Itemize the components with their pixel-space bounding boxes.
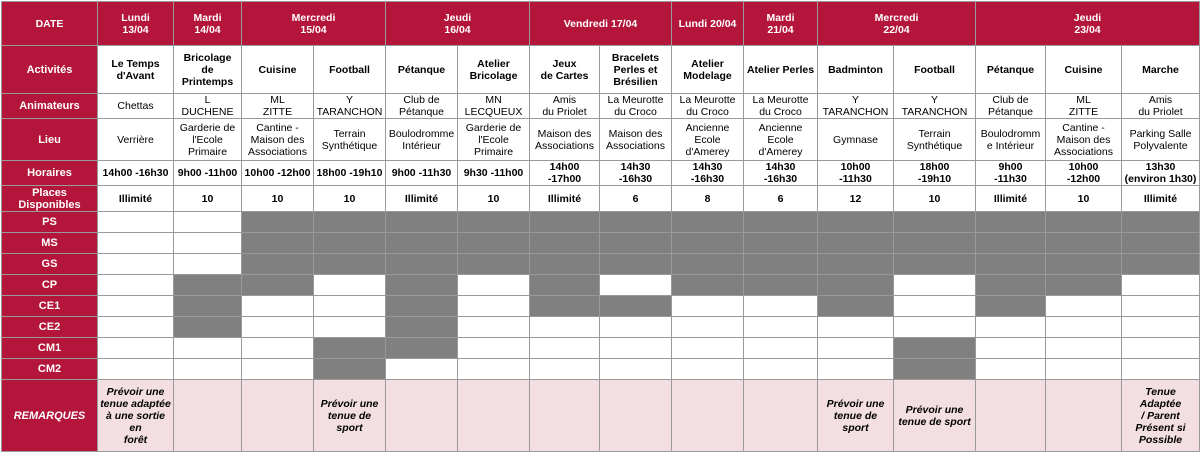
level-row [2, 275, 1200, 296]
level-closed-cell [386, 212, 458, 233]
level-open-cell [174, 359, 242, 380]
day-header: Mardi 21/04 [744, 2, 818, 46]
level-closed-cell [894, 233, 976, 254]
remark [1046, 380, 1122, 452]
level-closed-cell [314, 254, 386, 275]
date-header: DATE [2, 2, 98, 46]
animator: Amis du Priolet [1122, 94, 1200, 119]
level-open-cell [894, 296, 976, 317]
level-closed-cell [1046, 212, 1122, 233]
level-open-cell [98, 275, 174, 296]
day-header: Mercredi 15/04 [242, 2, 386, 46]
level-closed-cell [672, 254, 744, 275]
level-closed-cell [386, 338, 458, 359]
level-closed-cell [314, 212, 386, 233]
level-closed-cell [818, 254, 894, 275]
level-closed-cell [1046, 254, 1122, 275]
activity-name: Jeux de Cartes [530, 46, 600, 94]
level-open-cell [98, 233, 174, 254]
level-closed-cell [818, 233, 894, 254]
location: Garderie de l'Ecole Primaire [458, 119, 530, 161]
remark [744, 380, 818, 452]
date-row [2, 2, 1200, 46]
level-closed-cell [458, 233, 530, 254]
remark: Tenue Adaptée / Parent Présent si Possible [1122, 380, 1200, 452]
available-places: Illimité [98, 186, 174, 212]
level-open-cell [672, 296, 744, 317]
level-open-cell [894, 317, 976, 338]
level-closed-cell [386, 254, 458, 275]
level-open-cell [976, 359, 1046, 380]
level-label: CE2 [2, 317, 98, 338]
schedule: 18h00 -19h10 [314, 161, 386, 186]
level-open-cell [242, 317, 314, 338]
level-open-cell [1122, 359, 1200, 380]
level-closed-cell [976, 254, 1046, 275]
schedule: 10h00 -12h00 [1046, 161, 1122, 186]
level-closed-cell [744, 254, 818, 275]
level-closed-cell [530, 296, 600, 317]
activity-name: Atelier Bricolage [458, 46, 530, 94]
level-closed-cell [386, 275, 458, 296]
remark: Prévoir une tenue de sport [818, 380, 894, 452]
level-open-cell [1046, 296, 1122, 317]
level-closed-cell [174, 317, 242, 338]
level-label: GS [2, 254, 98, 275]
level-closed-cell [600, 212, 672, 233]
remark [458, 380, 530, 452]
level-open-cell [458, 317, 530, 338]
available-places: 6 [744, 186, 818, 212]
level-closed-cell [386, 296, 458, 317]
level-open-cell [530, 338, 600, 359]
level-closed-cell [818, 296, 894, 317]
remark [976, 380, 1046, 452]
location: Gymnase [818, 119, 894, 161]
activity-name: Bricolage de Printemps [174, 46, 242, 94]
level-open-cell [386, 359, 458, 380]
level-closed-cell [530, 212, 600, 233]
level-closed-cell [314, 359, 386, 380]
level-closed-cell [976, 275, 1046, 296]
level-open-cell [174, 233, 242, 254]
available-places: 12 [818, 186, 894, 212]
level-open-cell [458, 338, 530, 359]
location: Ancienne Ecole d'Amerey [672, 119, 744, 161]
schedule: 13h30 (environ 1h30) [1122, 161, 1200, 186]
level-closed-cell [894, 359, 976, 380]
level-closed-cell [744, 212, 818, 233]
remark [672, 380, 744, 452]
level-open-cell [1122, 296, 1200, 317]
remark: Prévoir une tenue de sport [894, 380, 976, 452]
available-places: Illimité [1122, 186, 1200, 212]
remark [174, 380, 242, 452]
available-places: 10 [314, 186, 386, 212]
level-closed-cell [818, 275, 894, 296]
available-places: 10 [894, 186, 976, 212]
level-closed-cell [174, 296, 242, 317]
available-places: 6 [600, 186, 672, 212]
level-open-cell [818, 359, 894, 380]
level-open-cell [744, 359, 818, 380]
location: Cantine - Maison des Associations [1046, 119, 1122, 161]
day-header: Jeudi 16/04 [386, 2, 530, 46]
available-places: Illimité [530, 186, 600, 212]
animator: Chettas [98, 94, 174, 119]
level-label: CM2 [2, 359, 98, 380]
activity-name: Atelier Perles [744, 46, 818, 94]
animator: La Meurotte du Croco [744, 94, 818, 119]
horaire-row [2, 161, 1200, 186]
level-label: CE1 [2, 296, 98, 317]
level-closed-cell [242, 233, 314, 254]
level-closed-cell [314, 233, 386, 254]
level-open-cell [174, 212, 242, 233]
level-open-cell [600, 317, 672, 338]
activites-header: Activités [2, 46, 98, 94]
level-closed-cell [386, 317, 458, 338]
activity-name: Marche [1122, 46, 1200, 94]
level-open-cell [672, 359, 744, 380]
available-places: 10 [458, 186, 530, 212]
level-closed-cell [1046, 233, 1122, 254]
level-open-cell [242, 359, 314, 380]
level-closed-cell [1122, 233, 1200, 254]
activity-name: Pétanque [976, 46, 1046, 94]
activity-name: Bracelets Perles et Brésilien [600, 46, 672, 94]
level-closed-cell [894, 212, 976, 233]
activity-name: Atelier Modelage [672, 46, 744, 94]
level-open-cell [242, 296, 314, 317]
level-closed-cell [242, 254, 314, 275]
schedule: 9h00 -11h30 [386, 161, 458, 186]
remark: Prévoir une tenue de sport [314, 380, 386, 452]
level-open-cell [744, 296, 818, 317]
level-open-cell [314, 275, 386, 296]
level-label: CM1 [2, 338, 98, 359]
level-open-cell [98, 359, 174, 380]
level-row [2, 212, 1200, 233]
location: Verrière [98, 119, 174, 161]
remark [242, 380, 314, 452]
animator: La Meurotte du Croco [600, 94, 672, 119]
level-closed-cell [894, 254, 976, 275]
level-row [2, 254, 1200, 275]
level-open-cell [1046, 359, 1122, 380]
level-open-cell [458, 359, 530, 380]
available-places: 8 [672, 186, 744, 212]
level-open-cell [174, 254, 242, 275]
level-closed-cell [600, 254, 672, 275]
level-row [2, 359, 1200, 380]
level-open-cell [744, 317, 818, 338]
level-open-cell [976, 338, 1046, 359]
remark [530, 380, 600, 452]
schedule: 9h30 -11h00 [458, 161, 530, 186]
level-closed-cell [1046, 275, 1122, 296]
animator: Club de Pétanque [976, 94, 1046, 119]
schedule: 10h00 -12h00 [242, 161, 314, 186]
activity-name: Badminton [818, 46, 894, 94]
schedule: 14h00 -16h30 [98, 161, 174, 186]
animator: Y TARANCHON [818, 94, 894, 119]
level-open-cell [1046, 317, 1122, 338]
lieu-row [2, 119, 1200, 161]
level-closed-cell [976, 212, 1046, 233]
activite-row [2, 46, 1200, 94]
level-open-cell [1122, 317, 1200, 338]
level-open-cell [1122, 275, 1200, 296]
level-row [2, 317, 1200, 338]
level-open-cell [1046, 338, 1122, 359]
level-closed-cell [672, 212, 744, 233]
activity-name: Pétanque [386, 46, 458, 94]
level-label: MS [2, 233, 98, 254]
level-closed-cell [174, 275, 242, 296]
schedule: 9h00 -11h30 [976, 161, 1046, 186]
day-header: Lundi 13/04 [98, 2, 174, 46]
location: Boulodromm e Intérieur [976, 119, 1046, 161]
level-closed-cell [458, 212, 530, 233]
level-closed-cell [672, 275, 744, 296]
level-open-cell [600, 275, 672, 296]
location: Terrain Synthétique [314, 119, 386, 161]
animator: ML ZITTE [1046, 94, 1122, 119]
remarks-row [2, 380, 1200, 452]
schedule: 10h00 -11h30 [818, 161, 894, 186]
level-open-cell [98, 254, 174, 275]
schedule: 14h30 -16h30 [600, 161, 672, 186]
location: Maison des Associations [530, 119, 600, 161]
level-open-cell [98, 296, 174, 317]
level-closed-cell [1122, 254, 1200, 275]
level-open-cell [672, 317, 744, 338]
location: Ancienne Ecole d'Amerey [744, 119, 818, 161]
animator: ML ZITTE [242, 94, 314, 119]
level-closed-cell [1122, 212, 1200, 233]
level-open-cell [314, 317, 386, 338]
activity-name: Cuisine [242, 46, 314, 94]
lieu-header: Lieu [2, 119, 98, 161]
level-open-cell [530, 359, 600, 380]
schedule: 14h30 -16h30 [744, 161, 818, 186]
location: Cantine - Maison des Associations [242, 119, 314, 161]
level-closed-cell [600, 233, 672, 254]
level-closed-cell [530, 254, 600, 275]
day-header: Mardi 14/04 [174, 2, 242, 46]
level-closed-cell [386, 233, 458, 254]
level-open-cell [530, 317, 600, 338]
remark [600, 380, 672, 452]
activity-name: Le Temps d'Avant [98, 46, 174, 94]
level-label: PS [2, 212, 98, 233]
activity-name: Football [894, 46, 976, 94]
level-open-cell [314, 296, 386, 317]
level-open-cell [818, 338, 894, 359]
level-closed-cell [314, 338, 386, 359]
level-open-cell [242, 338, 314, 359]
level-open-cell [894, 275, 976, 296]
horaires-header: Horaires [2, 161, 98, 186]
animator: Amis du Priolet [530, 94, 600, 119]
animator: Club de Pétanque [386, 94, 458, 119]
level-row [2, 338, 1200, 359]
remark [386, 380, 458, 452]
level-closed-cell [976, 296, 1046, 317]
places-row [2, 186, 1200, 212]
available-places: 10 [174, 186, 242, 212]
level-closed-cell [242, 275, 314, 296]
location: Parking Salle Polyvalente [1122, 119, 1200, 161]
animator: La Meurotte du Croco [672, 94, 744, 119]
level-open-cell [976, 317, 1046, 338]
available-places: Illimité [976, 186, 1046, 212]
level-open-cell [672, 338, 744, 359]
level-closed-cell [894, 338, 976, 359]
location: Terrain Synthétique [894, 119, 976, 161]
level-closed-cell [672, 233, 744, 254]
day-header: Lundi 20/04 [672, 2, 744, 46]
location: Boulodromme Intérieur [386, 119, 458, 161]
level-open-cell [600, 359, 672, 380]
remark: Prévoir une tenue adaptée à une sortie en forêt [98, 380, 174, 452]
level-open-cell [458, 275, 530, 296]
level-closed-cell [744, 233, 818, 254]
available-places: 10 [1046, 186, 1122, 212]
level-closed-cell [600, 296, 672, 317]
level-open-cell [1122, 338, 1200, 359]
available-places: 10 [242, 186, 314, 212]
level-label: CP [2, 275, 98, 296]
level-closed-cell [530, 233, 600, 254]
available-places: Illimité [386, 186, 458, 212]
location: Garderie de l'Ecole Primaire [174, 119, 242, 161]
animateurs-header: Animateurs [2, 94, 98, 119]
level-closed-cell [530, 275, 600, 296]
schedule: 18h00 -19h10 [894, 161, 976, 186]
level-open-cell [98, 317, 174, 338]
level-open-cell [174, 338, 242, 359]
level-closed-cell [242, 212, 314, 233]
day-header: Vendredi 17/04 [530, 2, 672, 46]
level-row [2, 233, 1200, 254]
level-row [2, 296, 1200, 317]
animator: L DUCHENE [174, 94, 242, 119]
remarks-header: REMARQUES [2, 380, 98, 452]
schedule: 9h00 -11h00 [174, 161, 242, 186]
animator: MN LECQUEUX [458, 94, 530, 119]
level-open-cell [458, 296, 530, 317]
level-open-cell [98, 338, 174, 359]
level-closed-cell [744, 275, 818, 296]
schedule: 14h30 -16h30 [672, 161, 744, 186]
level-open-cell [98, 212, 174, 233]
activity-name: Cuisine [1046, 46, 1122, 94]
animator: Y TARANCHON [894, 94, 976, 119]
animateur-row [2, 94, 1200, 119]
level-open-cell [818, 317, 894, 338]
level-closed-cell [458, 254, 530, 275]
animator: Y TARANCHON [314, 94, 386, 119]
location: Maison des Associations [600, 119, 672, 161]
level-closed-cell [818, 212, 894, 233]
level-open-cell [600, 338, 672, 359]
schedule: 14h00 -17h00 [530, 161, 600, 186]
day-header: Mercredi 22/04 [818, 2, 976, 46]
level-open-cell [744, 338, 818, 359]
day-header: Jeudi 23/04 [976, 2, 1200, 46]
places-header: Places Disponibles [2, 186, 98, 212]
activity-schedule-table [1, 1, 1200, 452]
activity-name: Football [314, 46, 386, 94]
level-closed-cell [976, 233, 1046, 254]
